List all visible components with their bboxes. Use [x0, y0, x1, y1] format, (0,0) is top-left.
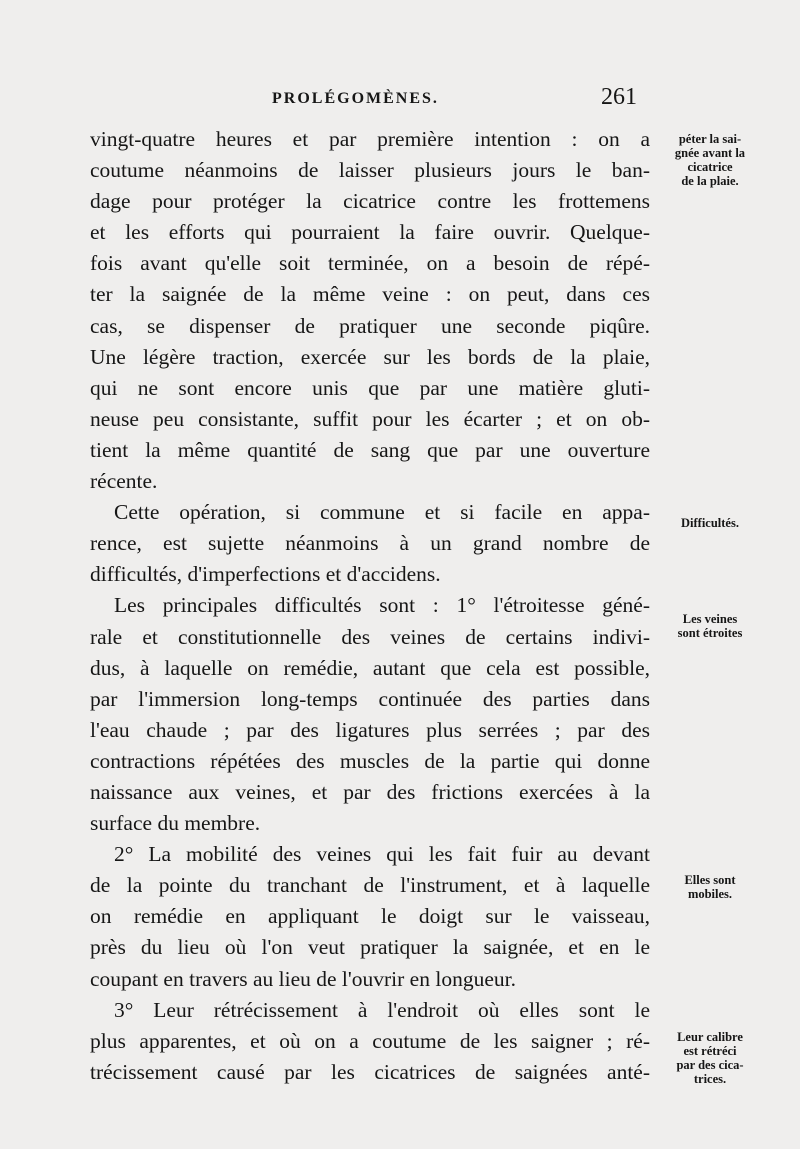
- page-header: [0, 84, 800, 114]
- text-line: cas, se dispenser de pratiquer une seconde piqûre.: [90, 313, 650, 338]
- text-line: par l'immersion long-temps continuée des parties dans: [90, 686, 650, 711]
- text-line: et les efforts qui pourraient la faire ouvrir. Quelque-: [90, 220, 650, 245]
- text-line: surface du membre.: [90, 811, 261, 836]
- margin-note-line: gnée avant la: [674, 146, 746, 160]
- text-line: qui ne sont encore unis que par une matière gluti-: [90, 375, 650, 400]
- text-line: trécissement causé par les cicatrices de saignées anté-: [90, 1059, 650, 1084]
- margin-note: [654, 612, 766, 640]
- margin-note: [654, 1030, 766, 1086]
- text-line: rence, est sujette néanmoins à un grand nombre de: [90, 531, 650, 556]
- margin-note: [654, 132, 766, 188]
- margin-note-line: Les veines: [682, 612, 738, 626]
- text-line: fois avant qu'elle soit terminée, on a besoin de répé-: [90, 251, 650, 276]
- margin-note: [654, 516, 766, 530]
- text-line: rale et constitutionnelle des veines de certains indivi-: [90, 624, 650, 649]
- text-line: dus, à laquelle on remédie, autant que cela est possible,: [90, 655, 650, 680]
- margin-note-line: Leur calibre: [677, 1030, 743, 1044]
- text-line: tient la même quantité de sang que par une ouverture: [90, 437, 650, 462]
- margin-note-line: par des cica-: [676, 1058, 744, 1072]
- text-line: Cette opération, si commune et si facile en appa-: [114, 500, 650, 525]
- margin-note-line: Elles sont: [684, 873, 736, 887]
- margin-note-line: péter la sai-: [678, 132, 742, 146]
- text-line: coupant en travers au lieu de l'ouvrir en longueur.: [90, 966, 516, 991]
- text-line: coutume néanmoins de laisser plusieurs jours le ban-: [90, 158, 650, 183]
- text-line: de la pointe du tranchant de l'instrument, et à laquelle: [90, 873, 650, 898]
- text-line: l'eau chaude ; par des ligatures plus serrées ; par des: [90, 717, 650, 742]
- text-line: contractions répétées des muscles de la partie qui donne: [90, 748, 650, 773]
- text-line: plus apparentes, et où on a coutume de les saigner ; ré-: [90, 1028, 650, 1053]
- text-line: dage pour protéger la cicatrice contre les frottemens: [90, 189, 650, 214]
- text-line: naissance aux veines, et par des frictions exercées à la: [90, 779, 650, 804]
- body-text: [90, 124, 650, 1088]
- margin-note-line: sont étroites: [677, 626, 743, 640]
- text-line: neuse peu consistante, suffit pour les écarter ; et on ob-: [90, 406, 650, 431]
- text-line: difficultés, d'imperfections et d'accidens.: [90, 562, 441, 587]
- text-line: près du lieu où l'on veut pratiquer la saignée, et en le: [90, 935, 650, 960]
- running-title: PROLÉGOMÈNES.: [272, 90, 439, 107]
- margin-note-line: Difficultés.: [681, 516, 739, 530]
- text-line: ter la saignée de la même veine : on peut, dans ces: [90, 282, 650, 307]
- margin-note: [654, 873, 766, 901]
- text-line: 3° Leur rétrécissement à l'endroit où elles sont le: [114, 997, 650, 1022]
- text-line: Les principales difficultés sont : 1° l'étroitesse géné-: [114, 593, 650, 618]
- text-line: vingt-quatre heures et par première intention : on a: [90, 127, 650, 151]
- margin-note-line: est rétréci: [683, 1044, 737, 1058]
- text-line: Une légère traction, exercée sur les bords de la plaie,: [90, 344, 650, 369]
- margin-note-line: mobiles.: [687, 887, 733, 901]
- margin-note-line: de la plaie.: [681, 174, 739, 188]
- margin-note-line: trices.: [693, 1072, 727, 1086]
- text-line: 2° La mobilité des veines qui les fait fuir au devant: [114, 842, 650, 867]
- text-line: on remédie en appliquant le doigt sur le vaisseau,: [90, 904, 650, 929]
- text-line: récente.: [90, 469, 158, 494]
- margin-note-line: cicatrice: [687, 160, 733, 174]
- page-number: 261: [601, 84, 637, 110]
